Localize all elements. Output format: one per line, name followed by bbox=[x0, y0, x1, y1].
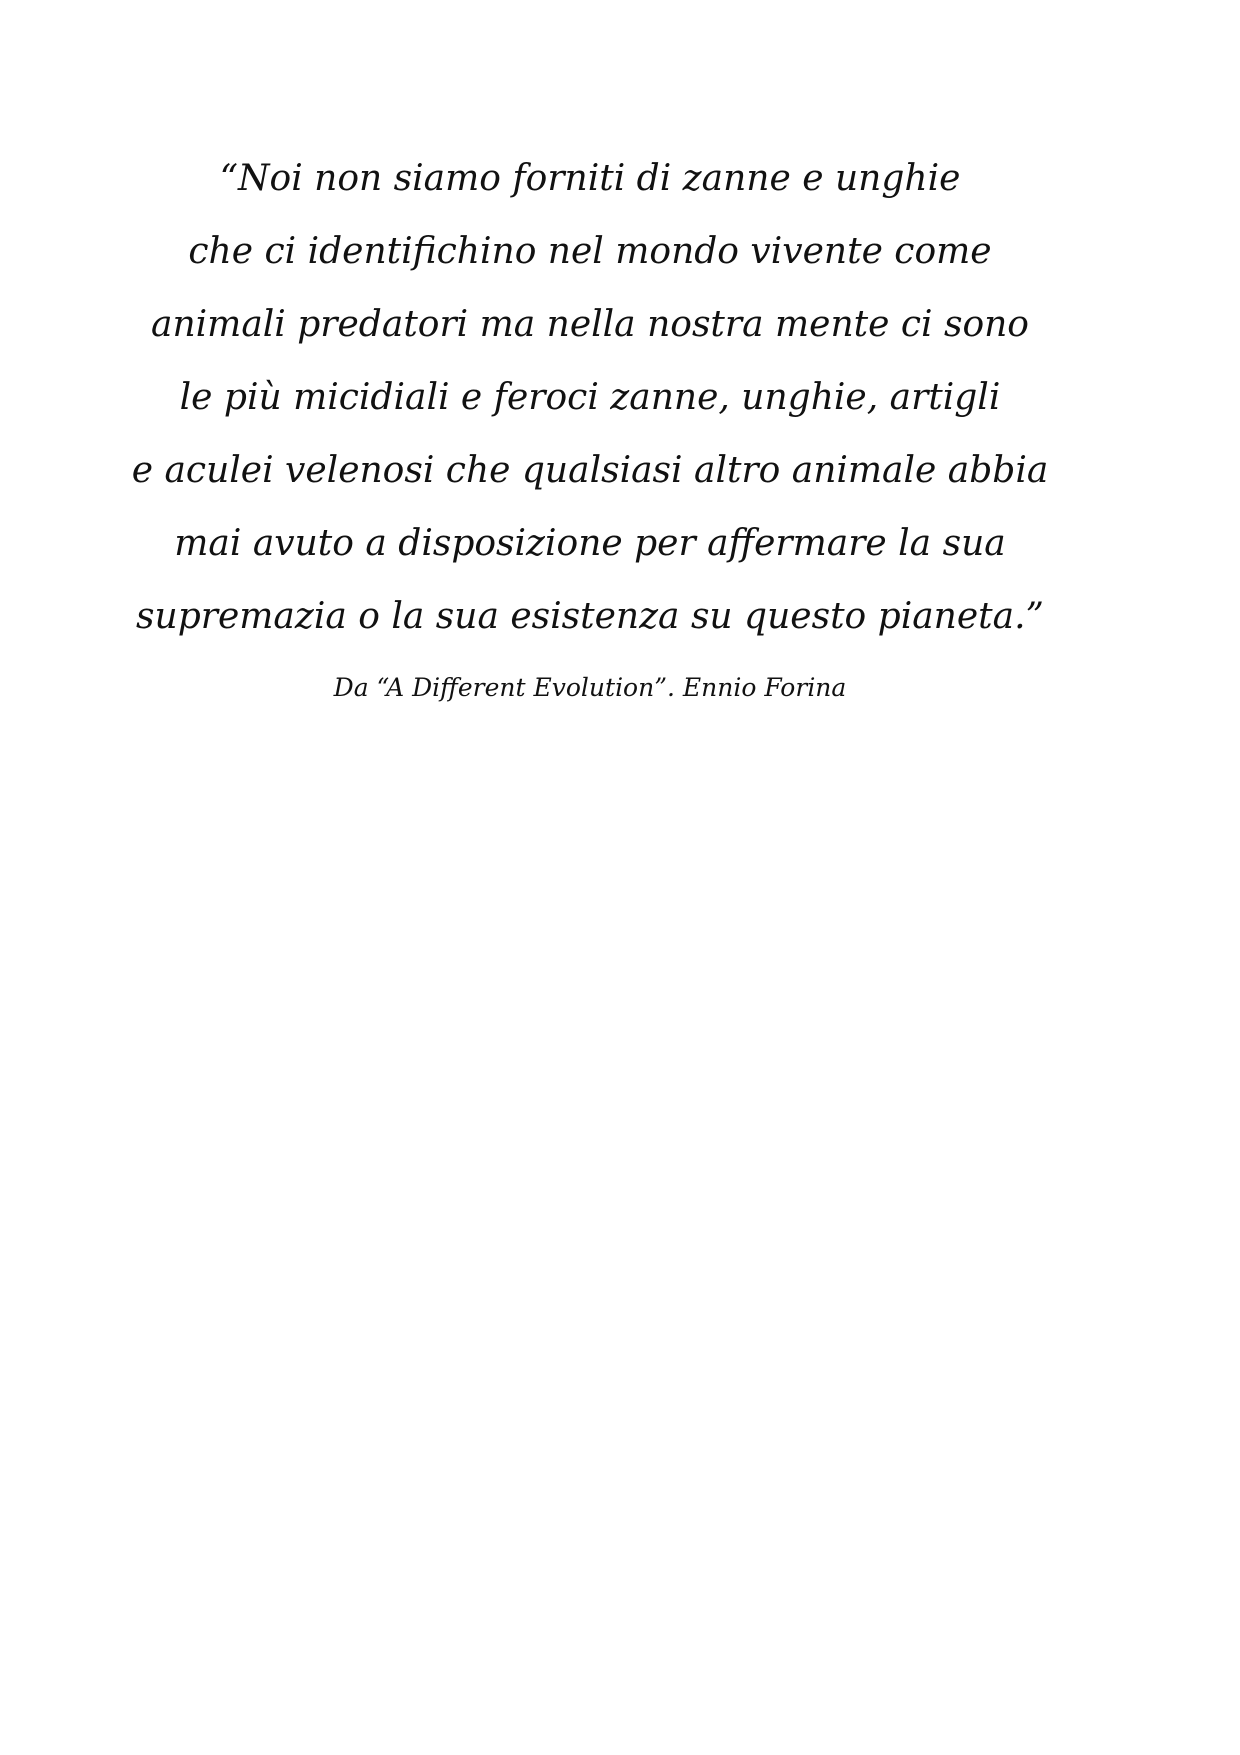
quote-block bbox=[0, 142, 1180, 653]
quote-line-6: mai avuto a disposizione per affermare la sua bbox=[174, 523, 1006, 564]
quote-line-1: “Noi non siamo forniti di zanne e unghie bbox=[219, 158, 961, 199]
quote-line-2: che ci identifichino nel mondo vivente come bbox=[188, 231, 992, 272]
quote-line-4: le più micidiali e feroci zanne, unghie, artigli bbox=[179, 377, 1001, 418]
quote-line-7: supremazia o la sua esistenza su questo pianeta.” bbox=[136, 596, 1044, 637]
quote-line-3: animali predatori ma nella nostra mente ci sono bbox=[151, 304, 1029, 345]
quote-attribution: Da “A Different Evolution”. Ennio Forina bbox=[333, 673, 847, 702]
quote-line-5: e aculei velenosi che qualsiasi altro animale abbia bbox=[131, 450, 1049, 491]
